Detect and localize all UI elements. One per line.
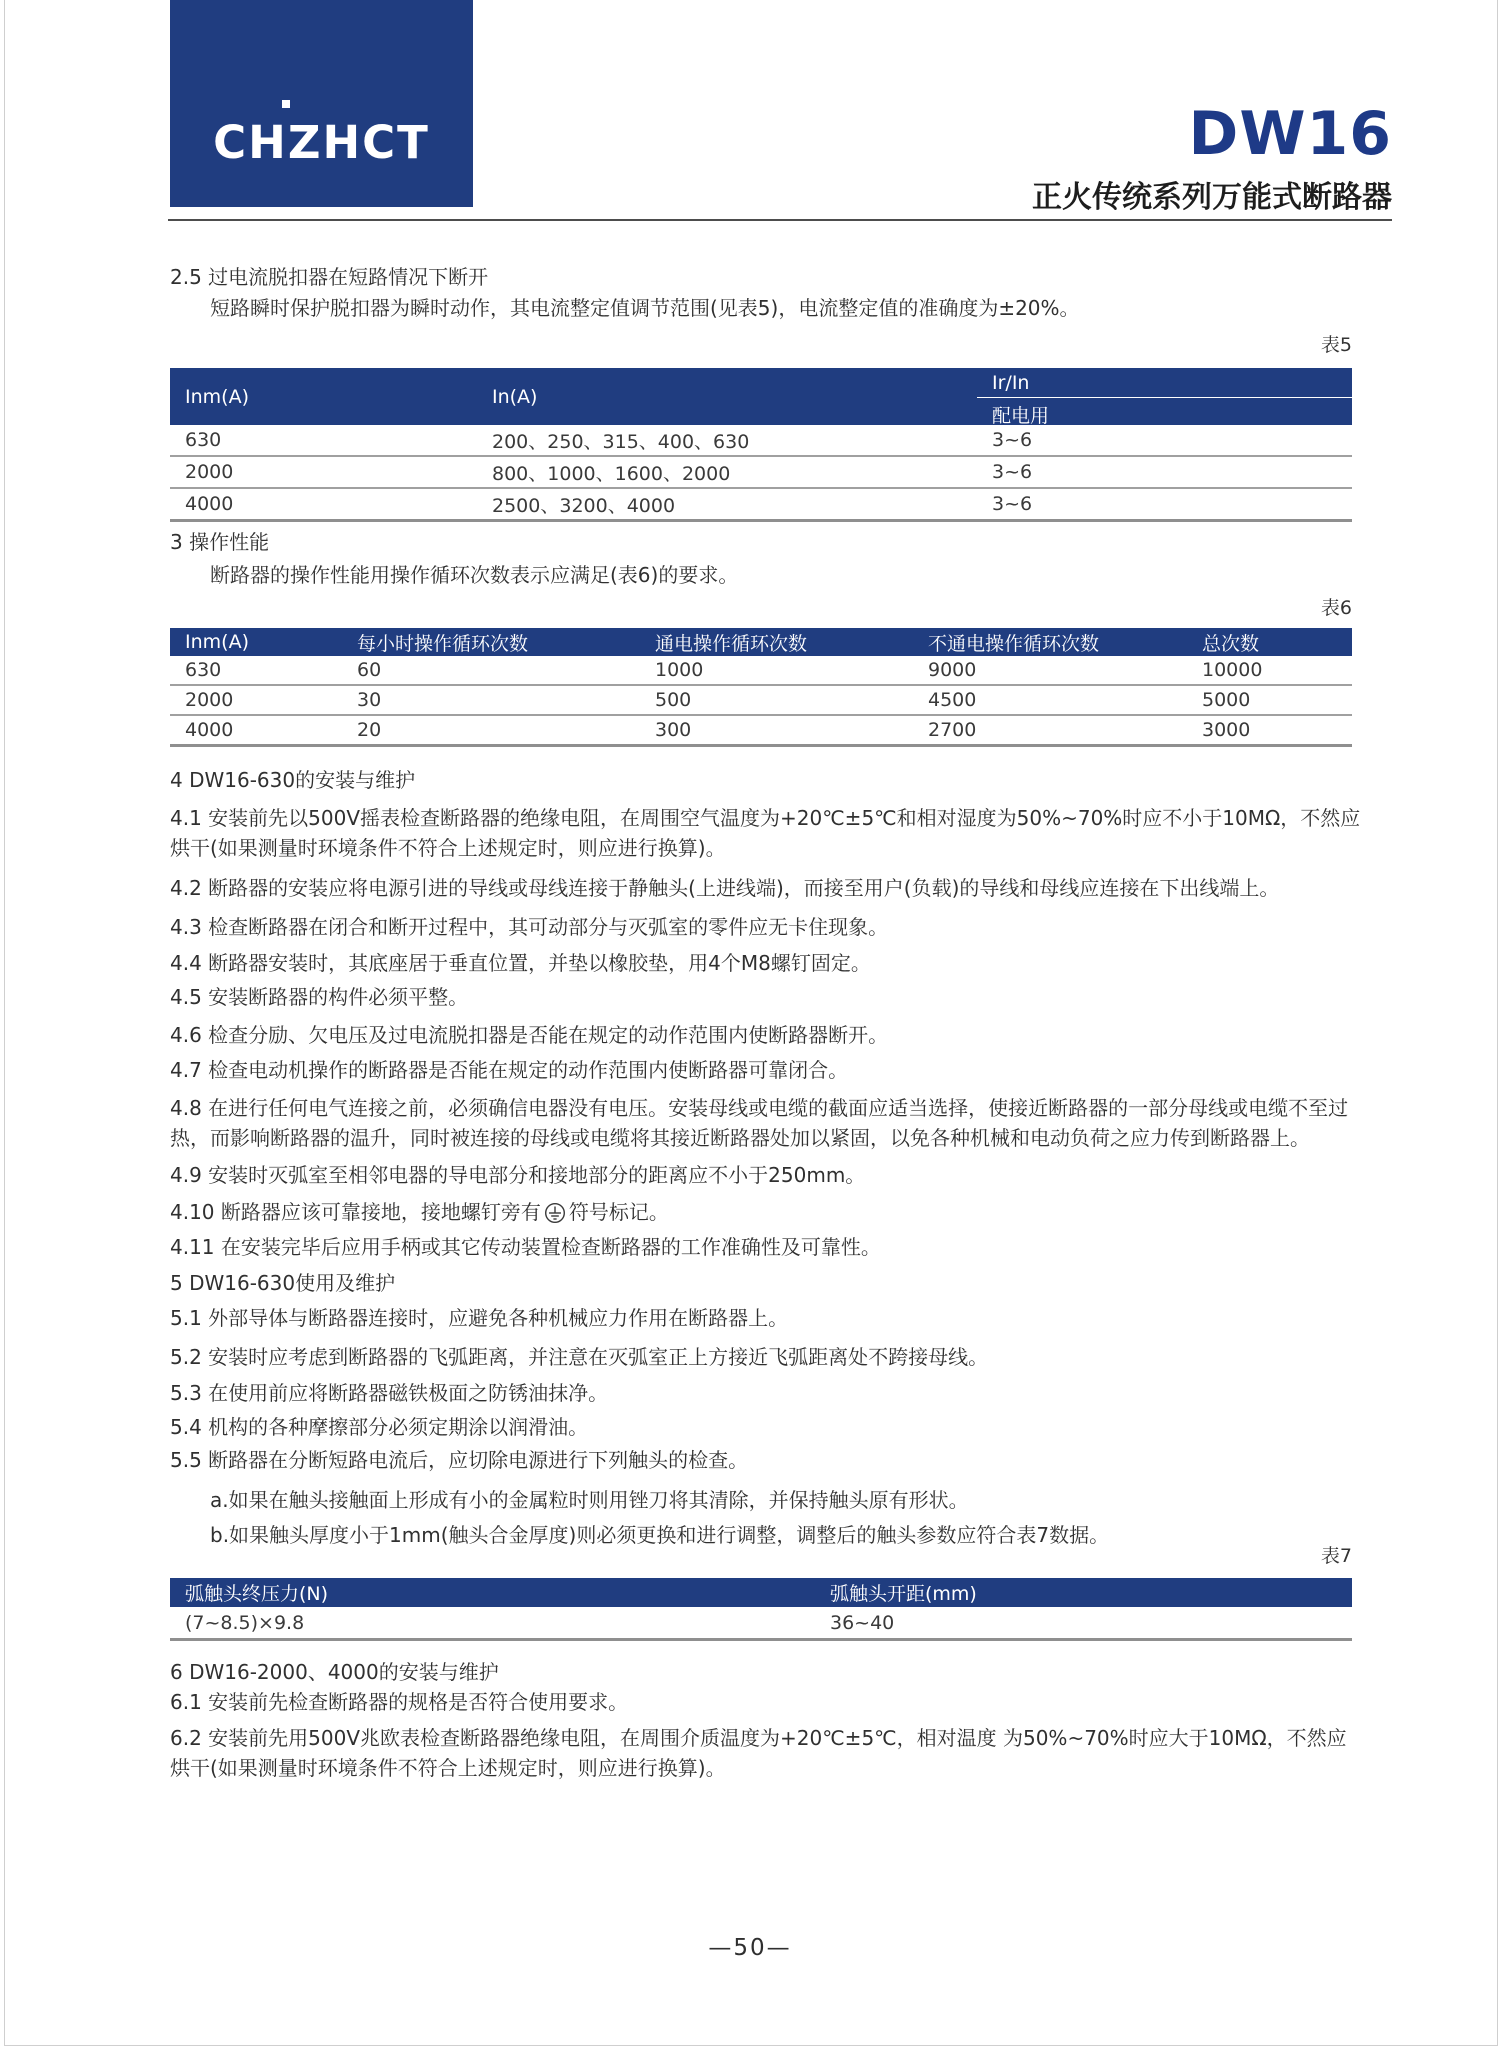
cell: 4500 <box>928 689 977 711</box>
para-5-1: 5.1 外部导体与断路器连接时，应避免各种机械应力作用在断路器上。 <box>170 1306 789 1330</box>
brand-logo-text: CHZHCT <box>213 116 430 169</box>
cell: 3~6 <box>992 461 1033 483</box>
section-4-heading: 4 DW16-630的安装与维护 <box>170 768 416 792</box>
table6-row <box>170 686 1352 716</box>
para-4-6: 4.6 检查分励、欠电压及过电流脱扣器是否能在规定的动作范围内使断路器断开。 <box>170 1023 889 1047</box>
section-2-5-body: 短路瞬时保护脱扣器为瞬时动作，其电流整定值调节范围(见表5)，电流整定值的准确度为±20%。 <box>210 296 1080 320</box>
cell: 60 <box>357 659 382 681</box>
para-5-2: 5.2 安装时应考虑到断路器的飞弧距离，并注意在灭弧室正上方接近飞弧距离处不跨接母线。 <box>170 1345 989 1369</box>
product-series-subtitle: 正火传统系列万能式断路器 <box>1032 180 1392 215</box>
cell: 3000 <box>1202 719 1251 741</box>
header-divider <box>168 219 1392 221</box>
para-4-8: 4.8 在进行任何电气连接之前，必须确信电器没有电压。安装母线或电缆的截面应适当选择，使接近断路器的一部分母线或电缆不至过热，而影响断路器的温升，同时被连接的母线或电缆将其接近断路器处加以紧固，以免各种机械和电动负荷之应力传到断路器上。 <box>170 1096 1349 1150</box>
table5-row <box>170 489 1352 522</box>
table7-header-row <box>170 1578 1352 1607</box>
cell: 630 <box>185 659 222 681</box>
table7-col: 弧触头终压力(N) <box>185 1583 329 1605</box>
para-4-10 <box>170 1197 1362 1227</box>
cell: 3~6 <box>992 429 1033 451</box>
section-3-body: 断路器的操作性能用操作循环次数表示应满足(表6)的要求。 <box>210 563 739 587</box>
cell: 3~6 <box>992 493 1033 515</box>
table6-label: 表6 <box>1320 597 1352 619</box>
cell: 2700 <box>928 719 977 741</box>
para-4-5: 4.5 安装断路器的构件必须平整。 <box>170 985 469 1009</box>
cell: 1000 <box>655 659 704 681</box>
earth-ground-icon <box>544 1202 566 1224</box>
para-4-3: 4.3 检查断路器在闭合和断开过程中，其可动部分与灭弧室的零件应无卡住现象。 <box>170 915 889 939</box>
para-4-10-prefix: 4.10 断路器应该可靠接地，接地螺钉旁有 <box>170 1200 541 1224</box>
para-5-3: 5.3 在使用前应将断路器磁铁极面之防锈油抹净。 <box>170 1381 609 1405</box>
table7-col: 弧触头开距(mm) <box>830 1583 977 1605</box>
para-4-2: 4.2 断路器的安装应将电源引进的导线或母线连接于静触头(上进线端)，而接至用户(负载)的导线和母线应连接在下出线端上。 <box>170 876 1280 900</box>
page-number: —50— <box>708 1935 792 1961</box>
cell: 4000 <box>185 493 234 515</box>
cell: 20 <box>357 719 382 741</box>
table5-col-irin: Ir/In <box>977 368 1352 398</box>
section-3-heading: 3 操作性能 <box>170 530 270 554</box>
para-5-5-a: a.如果在触头接触面上形成有小的金属粒时则用锉刀将其清除，并保持触头原有形状。 <box>210 1488 969 1512</box>
table5-label: 表5 <box>1320 334 1352 356</box>
cell: 2000 <box>185 689 234 711</box>
table5 <box>170 368 1352 522</box>
table6-col: 通电操作循环次数 <box>655 632 808 655</box>
cell: 800、1000、1600、2000 <box>492 462 731 485</box>
table6-col: 不通电操作循环次数 <box>928 632 1100 655</box>
product-model-title: DW16 <box>1188 99 1392 169</box>
para-5-5: 5.5 断路器在分断短路电流后，应切除电源进行下列触头的检查。 <box>170 1448 749 1472</box>
table5-col-in: In(A) <box>492 385 538 408</box>
cell: 300 <box>655 719 692 741</box>
para-5-4: 5.4 机构的各种摩擦部分必须定期涂以润滑油。 <box>170 1415 589 1439</box>
table5-col-inm: Inm(A) <box>185 385 249 408</box>
para-6-1: 6.1 安装前先检查断路器的规格是否符合使用要求。 <box>170 1690 629 1714</box>
cell: 4000 <box>185 719 234 741</box>
para-4-9: 4.9 安装时灭弧室至相邻电器的导电部分和接地部分的距离应不小于250mm。 <box>170 1163 866 1187</box>
cell: (7~8.5)×9.8 <box>185 1611 305 1634</box>
cell: 200、250、315、400、630 <box>492 430 750 453</box>
table5-col-irin-group <box>977 368 1352 425</box>
para-4-10-suffix: 符号标记。 <box>568 1200 669 1224</box>
table6 <box>170 628 1352 747</box>
cell: 36~40 <box>830 1611 895 1634</box>
para-4-4: 4.4 断路器安装时，其底座居于垂直位置，并垫以橡胶垫，用4个M8螺钉固定。 <box>170 951 871 975</box>
cell: 2000 <box>185 461 234 483</box>
cell: 30 <box>357 689 382 711</box>
cell: 10000 <box>1202 659 1263 681</box>
para-6-2: 6.2 安装前先用500V兆欧表检查断路器绝缘电阻，在周围介质温度为+20℃±5℃，相对温度 为50%~70%时应大于10MΩ，不然应烘干(如果测量时环境条件不符合上述规定时，则应进行换算)。 <box>170 1726 1347 1780</box>
para-4-7: 4.7 检查电动机操作的断路器是否能在规定的动作范围内使断路器可靠闭合。 <box>170 1058 849 1082</box>
table5-row <box>170 457 1352 489</box>
section-2-5-heading: 2.5 过电流脱扣器在短路情况下断开 <box>170 265 489 289</box>
table7-row <box>170 1607 1352 1641</box>
para-4-11: 4.11 在安装完毕后应用手柄或其它传动装置检查断路器的工作准确性及可靠性。 <box>170 1235 881 1259</box>
table5-col-distribution: 配电用 <box>992 405 1050 427</box>
table6-row <box>170 716 1352 747</box>
table6-row <box>170 656 1352 686</box>
table6-col: 每小时操作循环次数 <box>357 632 529 655</box>
table6-header-row <box>170 628 1352 656</box>
cell: 5000 <box>1202 689 1251 711</box>
cell: 9000 <box>928 659 977 681</box>
cell: 500 <box>655 689 692 711</box>
para-5-5-b: b.如果触头厚度小于1mm(触头合金厚度)则必须更换和进行调整，调整后的触头参数应符合表7数据。 <box>210 1523 1110 1547</box>
table7-label: 表7 <box>1320 1545 1352 1567</box>
table5-header-row <box>170 368 1352 425</box>
section-5-heading: 5 DW16-630使用及维护 <box>170 1271 396 1295</box>
table6-col: Inm(A) <box>185 631 249 653</box>
table5-row <box>170 425 1352 457</box>
cell: 630 <box>185 429 222 451</box>
section-6-heading: 6 DW16-2000、4000的安装与维护 <box>170 1660 499 1684</box>
cell: 2500、3200、4000 <box>492 494 676 517</box>
table7 <box>170 1578 1352 1641</box>
table6-col: 总次数 <box>1202 632 1260 655</box>
para-4-1: 4.1 安装前先以500V摇表检查断路器的绝缘电阻，在周围空气温度为+20℃±5℃和相对湿度为50%~70%时应不小于10MΩ，不然应烘干(如果测量时环境条件不符合上述规定时，则应进行换算)。 <box>170 806 1361 860</box>
